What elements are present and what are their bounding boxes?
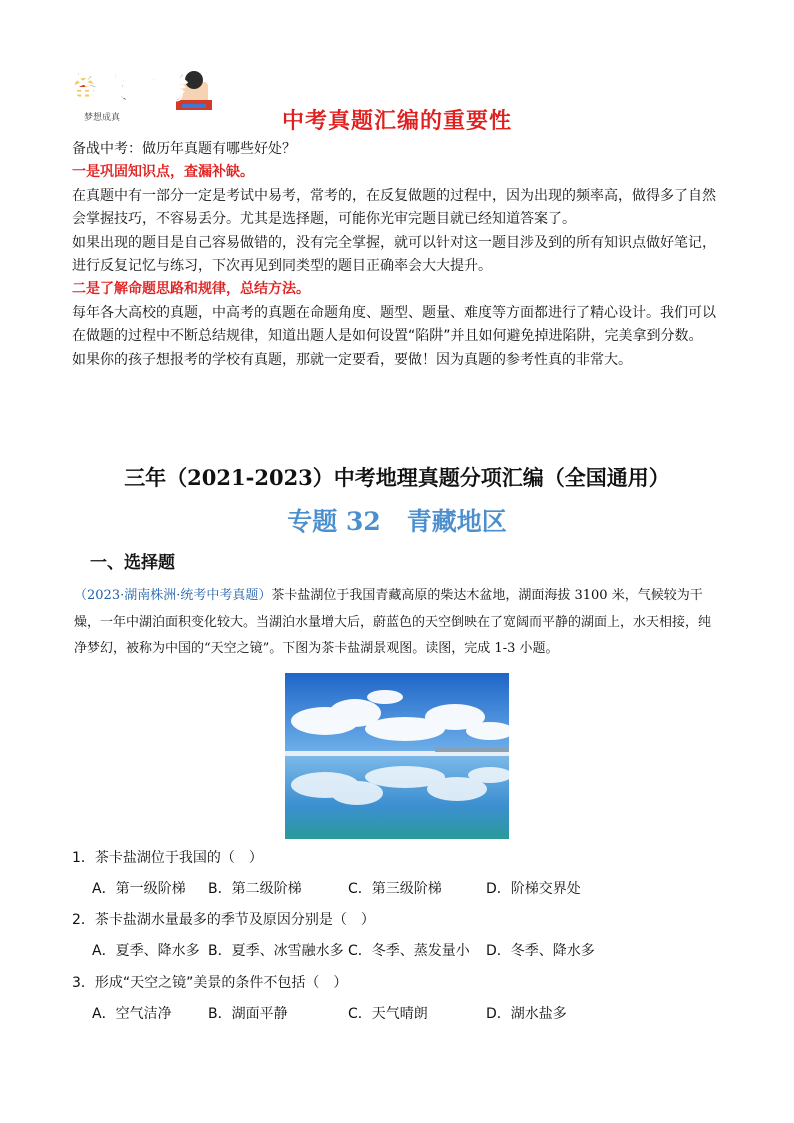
- intro-section: [72, 138, 722, 372]
- intro-question: 备战中考：做历年真题有哪些好处？: [72, 141, 296, 157]
- topic-name: 青藏地区: [406, 507, 507, 536]
- logo-text: 备战中考: [68, 71, 188, 106]
- banner-title: 中考真题汇编的重要性: [281, 109, 512, 134]
- point2-paragraph-1: 每年各大高校的真题，中高考的真题在命题角度、题型、题量、难度等方面都进行了精心设计。我们可以在做题的过程中不断总结规律，知道出题人是如何设置“陷阱”并且如何避免掉进陷阱，完美拿到分数。: [72, 304, 716, 345]
- question-1-options: [92, 878, 732, 898]
- point1-heading: 一是巩固知识点，查漏补缺。: [72, 164, 254, 181]
- logo-subtext: 梦想成真: [84, 113, 121, 123]
- main-title: 三年（2021-2023）中考地理真题分项汇编（全国通用）: [124, 465, 670, 490]
- question-3-options: [92, 1003, 732, 1023]
- section-heading: 一、选择题: [90, 553, 175, 573]
- q3-option-b[interactable]: B．湖面平静: [208, 1006, 288, 1022]
- q2-option-a[interactable]: A．夏季、降水多: [92, 943, 200, 959]
- point2-paragraph-2: 如果你的孩子想报考的学校有真题，那就一定要看，要做！因为真题的参考性真的非常大。: [72, 351, 632, 368]
- question-2-options: [92, 940, 732, 960]
- q1-option-d[interactable]: D．阶梯交界处: [486, 881, 581, 897]
- topic-title: [0, 502, 794, 538]
- question-2-stem: 2．茶卡盐湖水量最多的季节及原因分别是（ ）: [72, 912, 375, 928]
- q3-option-c[interactable]: C．天气晴朗: [348, 1006, 428, 1022]
- passage-source: （2023·湖南株洲·统考中考真题）: [74, 588, 272, 603]
- question-3-stem: 3．形成“天空之镜”美景的条件不包括（ ）: [72, 975, 348, 991]
- q2-option-d[interactable]: D．冬季、降水多: [486, 943, 595, 959]
- passage-text: 茶卡盐湖位于我国青藏高原的柴达木盆地，湖面海拔 3100 米，气候较为干燥，一年中湖泊面积变化较大。当湖泊水量增大后，蔚蓝色的天空倒映在了宽阔而平静的湖面上，水天相接，纯净梦幻，被称为中国的“天空之镜”。下图为茶卡盐湖景观图。读图，完成 1-3 小题。: [74, 588, 712, 656]
- q3-option-a[interactable]: A．空气洁净: [92, 1006, 172, 1022]
- point2-heading: 二是了解命题思路和规律，总结方法。: [72, 281, 310, 298]
- question-passage: [74, 583, 722, 663]
- q1-option-a[interactable]: A．第一级阶梯: [92, 881, 186, 897]
- topic-label: 专题 32: [287, 507, 381, 536]
- salt-lake-photo: [285, 673, 509, 839]
- q2-option-b[interactable]: B．夏季、冰雪融水多: [208, 943, 344, 959]
- point1-paragraph-2: 如果出现的题目是自己容易做错的，没有完全掌握，就可以针对这一题目涉及到的所有知识点做好笔记，进行反复记忆与练习，下次再见到同类型的题目正确率会大大提升。: [72, 234, 716, 275]
- point1-paragraph-1: 在真题中有一部分一定是考试中易考，常考的，在反复做题的过程中，因为出现的频率高，做得多了自然会掌握技巧，不容易丢分。尤其是选择题，可能你光审完题目就已经知道答案了。: [72, 187, 716, 228]
- q2-option-c[interactable]: C．冬季、蒸发量小: [348, 943, 470, 959]
- q3-option-d[interactable]: D．湖水盐多: [486, 1006, 567, 1022]
- question-1-stem: 1．茶卡盐湖位于我国的（ ）: [72, 850, 263, 866]
- q1-option-c[interactable]: C．第三级阶梯: [348, 881, 442, 897]
- q1-option-b[interactable]: B．第二级阶梯: [208, 881, 302, 897]
